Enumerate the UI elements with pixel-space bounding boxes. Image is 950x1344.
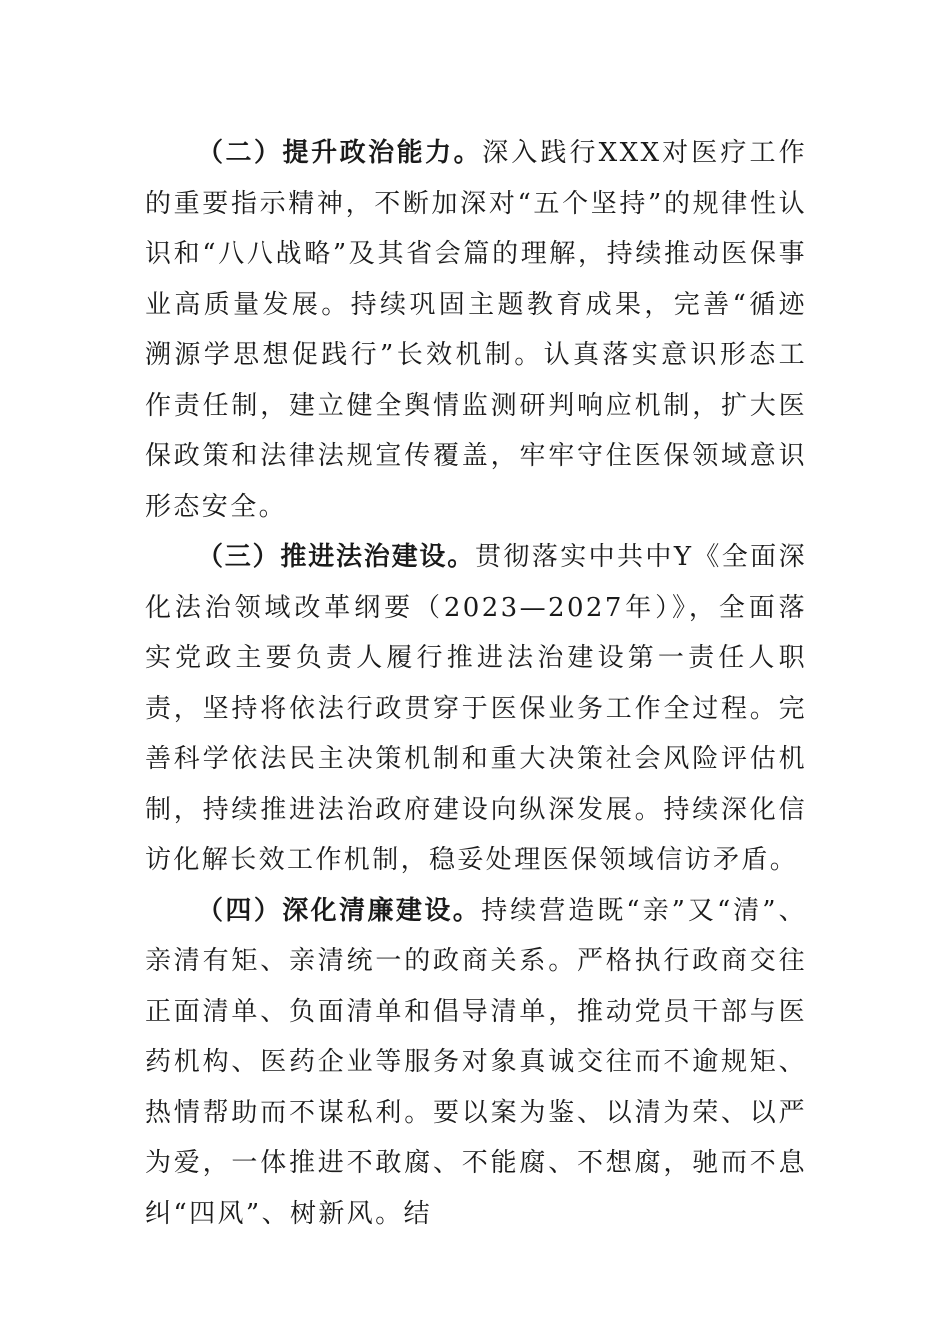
section-heading-political-capacity: （二）提升政治能力。 xyxy=(197,138,483,168)
paragraph-rule-of-law xyxy=(145,532,807,886)
section-heading-rule-of-law: （三）推进法治建设。 xyxy=(197,542,476,572)
section-heading-integrity: （四）深化清廉建设。 xyxy=(197,895,482,926)
paragraph-body-political-capacity: 深入践行XXX对医疗工作的重要指示精神，不断加深对“五个坚持”的规律性认识和“八八战略”及其省会篇的理解，持续推动医保事业高质量发展。持续巩固主题教育成果，完善“循迹溯源学思想促践行”长效机制。认真落实意识形态工作责任制，建立健全舆情监测研判响应机制，扩大医保政策和法律法规宣传覆盖，牢牢守住医保领域意识形态安全。 xyxy=(145,138,807,522)
paragraph-body-rule-of-law: 贯彻落实中共中Y《全面深化法治领域改革纲要（2023—2027年）》，全面落实党政主要负责人履行推进法治建设第一责任人职责，坚持将依法行政贯穿于医保业务工作全过程。完善科学依法民主决策机制和重大决策社会风险评估机制，持续推进法治政府建设向纵深发展。持续深化信访化解长效工作机制，稳妥处理医保领域信访矛盾。 xyxy=(145,542,807,875)
paragraph-body-integrity: 持续营造既“亲”又“清”、亲清有矩、亲清统一的政商关系。严格执行政商交往正面清单、负面清单和倡导清单，推动党员干部与医药机构、医药企业等服务对象真诚交往而不逾规矩、热情帮助而不谋私利。要以案为鉴、以清为荣、以严为爱，一体推进不敢腐、不能腐、不想腐，驰而不息纠“四风”、树新风。结 xyxy=(145,895,807,1229)
paragraph-political-capacity xyxy=(145,128,807,532)
paragraph-integrity xyxy=(145,886,807,1240)
document-page xyxy=(145,128,807,1239)
